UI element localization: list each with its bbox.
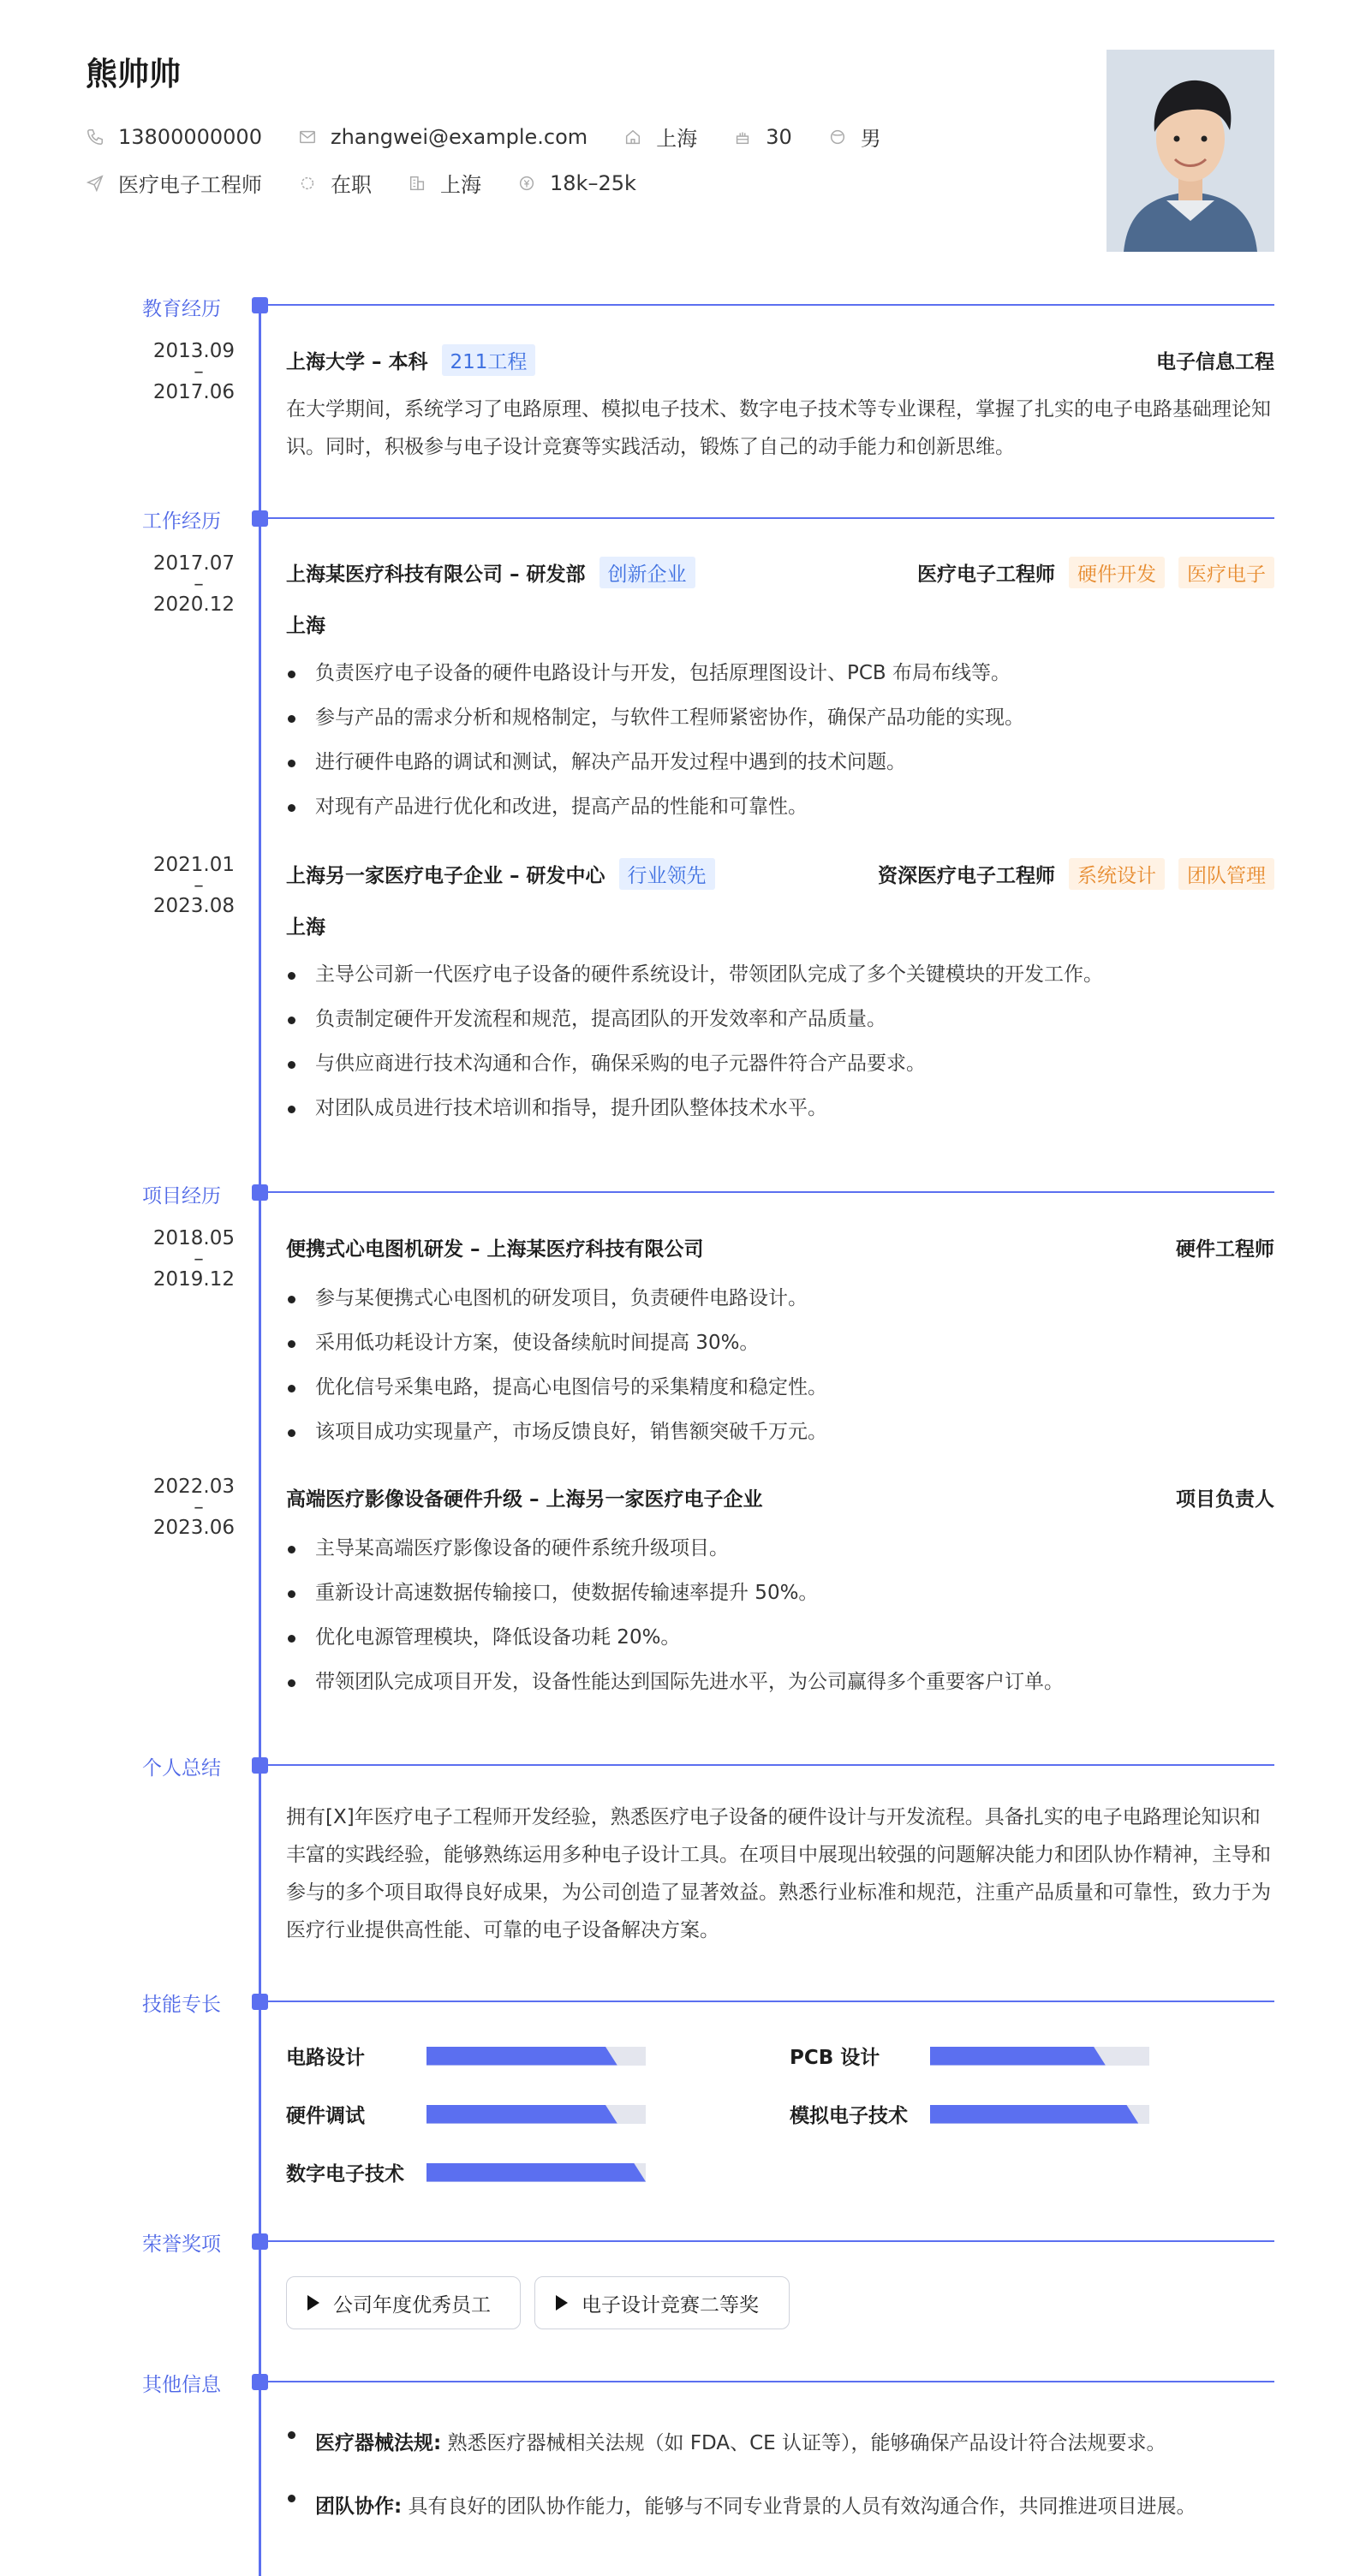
- skill-bar: [426, 2105, 646, 2124]
- location-text: 上海: [656, 127, 698, 151]
- company-group: [286, 557, 695, 588]
- phone-text: 13800000000: [118, 124, 262, 149]
- list-item: 该项目成功实现量产，市场反馈良好，销售额突破千万元。: [286, 1410, 1274, 1454]
- section-title-summary: 个人总结: [142, 1757, 221, 1780]
- section-title-awards: 荣誉奖项: [142, 2233, 221, 2256]
- summary-text: 拥有[X]年医疗电子工程师开发经验，熟悉医疗电子设备的硬件设计与开发流程。具备扎实的电子电路理论知识和丰富的实践经验，能够熟练运用多种电子设计工具。在项目中展现出较强的问题解决能力和团队协作精神，主导和参与的多个项目取得良好成果，为公司创造了显著效益。熟悉行业标准和规范，注重产品质量和可靠性，致力于为医疗行业提供高性能、可靠的电子设备解决方案。: [286, 1806, 1271, 1941]
- company-tag: 创新企业: [599, 557, 695, 588]
- skill-bar: [426, 2163, 646, 2182]
- date-start: 2017.07: [152, 552, 235, 575]
- job-row: [86, 168, 672, 198]
- major-group: [1156, 346, 1274, 374]
- list-item: [286, 2475, 1274, 2538]
- send-icon: [86, 174, 104, 193]
- section-rule-education: [260, 304, 1274, 306]
- company-tag: 行业领先: [619, 858, 715, 890]
- date-end: 2017.06: [152, 381, 235, 403]
- skill-item: [286, 2042, 646, 2070]
- project-title-group: [286, 1483, 763, 1512]
- age-item: [733, 125, 792, 149]
- skill-bar-fill: [930, 2047, 1106, 2066]
- date-start: 2022.03: [152, 1476, 235, 1498]
- school-name: 上海大学 – 本科: [286, 351, 428, 373]
- gender-icon: [828, 128, 847, 146]
- section-rule-skills: [260, 2001, 1274, 2002]
- list-item: 优化信号采集电路，提高心电图信号的采集精度和稳定性。: [286, 1365, 1274, 1410]
- company-name: 上海某医疗科技有限公司 – 研发部: [286, 564, 586, 586]
- project-bullets-1: [286, 1276, 1274, 1454]
- salary-text: 18k–25k: [550, 170, 636, 195]
- date-dash: –: [194, 1496, 204, 1518]
- skill-name: 模拟电子技术: [790, 2105, 908, 2127]
- work-date-2: [128, 855, 235, 916]
- education-header: [286, 344, 1274, 376]
- list-item: 负责制定硬件开发流程和规范，提高团队的开发效率和产品质量。: [286, 997, 1274, 1041]
- play-icon: [307, 2295, 319, 2311]
- project-date-1: [128, 1228, 235, 1290]
- section-rule-projects: [260, 1191, 1274, 1193]
- status-icon: [298, 174, 317, 193]
- location-item: [623, 122, 697, 152]
- role-tag: 团队管理: [1178, 858, 1274, 890]
- list-item: 负责医疗电子设备的硬件电路设计与开发，包括原理图设计、PCB 布局布线等。: [286, 651, 1274, 695]
- date-start: 2013.09: [152, 340, 235, 362]
- section-rule-summary: [260, 1764, 1274, 1766]
- email-text: zhangwei@example.com: [330, 124, 588, 149]
- list-item: 主导某高端医疗影像设备的硬件系统升级项目。: [286, 1526, 1274, 1571]
- candidate-name: 熊帅帅: [86, 56, 181, 92]
- mail-icon: [298, 128, 317, 146]
- list-item: 参与产品的需求分析和规格制定，与软件工程师紧密协作，确保产品功能的实现。: [286, 695, 1274, 740]
- project-bullets-2: [286, 1526, 1274, 1704]
- education-date: [128, 341, 235, 402]
- role-name: 资深医疗电子工程师: [878, 865, 1055, 887]
- job-title-item: [86, 168, 262, 198]
- list-item: 重新设计高速数据传输接口，使数据传输速率提升 50%。: [286, 1571, 1274, 1615]
- work-bullets-1: [286, 651, 1274, 829]
- role-name: 医疗电子工程师: [917, 564, 1055, 586]
- play-icon: [556, 2295, 568, 2311]
- skill-bar-fill: [930, 2105, 1138, 2124]
- list-item: 对团队成员进行技术培训和指导，提升团队整体技术水平。: [286, 1086, 1274, 1130]
- date-end: 2023.08: [152, 895, 235, 917]
- section-rule-awards: [260, 2240, 1274, 2242]
- section-title-projects: 项目经历: [142, 1185, 221, 1208]
- project-header-2: [286, 1483, 1274, 1512]
- award-chip: [286, 2276, 521, 2329]
- job-status-item: [298, 168, 372, 198]
- section-title-work: 工作经历: [142, 510, 221, 533]
- education-description: 在大学期间，系统学习了电路原理、模拟电子技术、数字电子技术等专业课程，掌握了扎实的电子电路基础理论知识。同时，积极参与电子设计竞赛等实践活动，锻炼了自己的动手能力和创新思维。: [286, 398, 1271, 458]
- job-status-text: 在职: [331, 173, 372, 197]
- role-tag: 医疗电子: [1178, 557, 1274, 588]
- other-label: 医疗器械法规:: [315, 2432, 442, 2454]
- work-city-1: 上海: [286, 615, 325, 637]
- gender-text: 男: [860, 127, 881, 151]
- other-label: 团队协作:: [315, 2496, 403, 2518]
- skill-name: 电路设计: [286, 2047, 365, 2069]
- project-role: 硬件工程师: [1176, 1238, 1274, 1261]
- date-end: 2020.12: [152, 593, 235, 616]
- other-text: 具有良好的团队协作能力，能够与不同专业背景的人员有效沟通合作，共同推进项目进展。: [402, 2496, 1196, 2518]
- cake-icon: [733, 128, 752, 146]
- list-item: 对现有产品进行优化和改进，提高产品的性能和可靠性。: [286, 784, 1274, 829]
- work-bullets-2: [286, 952, 1274, 1130]
- section-title-skills: 技能专长: [142, 1994, 221, 2016]
- school-tag: 211工程: [442, 344, 536, 376]
- date-dash: –: [194, 1248, 204, 1270]
- section-title-education: 教育经历: [142, 298, 221, 320]
- skill-bar: [426, 2047, 646, 2066]
- project-title: 便携式心电图机研发 – 上海某医疗科技有限公司: [286, 1238, 704, 1261]
- date-dash: –: [194, 573, 204, 595]
- list-item: 优化电源管理模块，降低设备功耗 20%。: [286, 1615, 1274, 1660]
- section-title-other: 其他信息: [142, 2374, 221, 2396]
- job-title-text: 医疗电子工程师: [118, 173, 262, 197]
- date-start: 2021.01: [152, 854, 235, 876]
- phone-item: [86, 125, 262, 149]
- list-item: 参与某便携式心电图机的研发项目，负责硬件电路设计。: [286, 1276, 1274, 1321]
- skill-name: 硬件调试: [286, 2105, 365, 2127]
- role-group: [917, 557, 1274, 588]
- date-end: 2019.12: [152, 1268, 235, 1291]
- section-rule-other: [260, 2381, 1274, 2382]
- skill-bar-fill: [426, 2105, 617, 2124]
- home-icon: [623, 128, 642, 146]
- list-item: 主导公司新一代医疗电子设备的硬件系统设计，带领团队完成了多个关键模块的开发工作。: [286, 952, 1274, 997]
- list-item: [286, 2412, 1274, 2475]
- skill-item: [790, 2042, 1149, 2070]
- gender-item: [828, 122, 881, 152]
- project-title-group: [286, 1233, 704, 1261]
- skill-name: PCB 设计: [790, 2047, 880, 2069]
- skill-bar-fill: [426, 2163, 646, 2182]
- skill-item: [286, 2158, 646, 2186]
- company-group: [286, 858, 715, 890]
- skill-bar: [930, 2047, 1149, 2066]
- role-tag: 系统设计: [1069, 858, 1165, 890]
- work-header-1: [286, 557, 1274, 588]
- work-city-text: 上海: [440, 173, 481, 197]
- skill-name: 数字电子技术: [286, 2163, 404, 2185]
- salary-icon: [517, 174, 536, 193]
- award-label: 公司年度优秀员工: [333, 2293, 491, 2317]
- skill-bar: [930, 2105, 1149, 2124]
- list-item: 带领团队完成项目开发，设备性能达到国际先进水平，为公司赢得多个重要客户订单。: [286, 1660, 1274, 1704]
- project-role-group: [1176, 1483, 1274, 1512]
- school-name-group: [286, 344, 535, 376]
- skill-item: [286, 2100, 646, 2128]
- contact-row: [86, 122, 917, 152]
- list-item: 与供应商进行技术沟通和合作，确保采购的电子元器件符合产品要求。: [286, 1041, 1274, 1086]
- project-title: 高端医疗影像设备硬件升级 – 上海另一家医疗电子企业: [286, 1488, 763, 1511]
- work-city-item: [408, 168, 481, 198]
- profile-photo: [1106, 50, 1274, 252]
- project-header-1: [286, 1233, 1274, 1261]
- list-item: 采用低功耗设计方案，使设备续航时间提高 30%。: [286, 1321, 1274, 1365]
- section-rule-work: [260, 517, 1274, 519]
- work-header-2: [286, 858, 1274, 890]
- date-start: 2018.05: [152, 1227, 235, 1249]
- award-label: 电子设计竞赛二等奖: [582, 2293, 759, 2317]
- project-date-2: [128, 1476, 235, 1538]
- date-dash: –: [194, 874, 204, 897]
- age-text: 30: [766, 124, 792, 149]
- date-end: 2023.06: [152, 1517, 235, 1539]
- role-tag: 硬件开发: [1069, 557, 1165, 588]
- other-info-list: [286, 2412, 1274, 2538]
- phone-icon: [86, 128, 104, 146]
- company-name: 上海另一家医疗电子企业 – 研发中心: [286, 865, 605, 887]
- work-city-2: 上海: [286, 916, 325, 939]
- major-name: 电子信息工程: [1156, 351, 1274, 373]
- project-role: 项目负责人: [1176, 1488, 1274, 1511]
- other-text: 熟悉医疗器械相关法规（如 FDA、CE 认证等），能够确保产品设计符合法规要求。: [441, 2432, 1166, 2454]
- list-item: 进行硬件电路的调试和测试，解决产品开发过程中遇到的技术问题。: [286, 740, 1274, 784]
- skill-item: [790, 2100, 1149, 2128]
- date-dash: –: [194, 361, 204, 383]
- skill-bar-fill: [426, 2047, 617, 2066]
- role-group: [878, 858, 1274, 890]
- award-chip: [534, 2276, 790, 2329]
- project-role-group: [1176, 1233, 1274, 1261]
- salary-item: [517, 171, 636, 195]
- email-item: [298, 125, 588, 149]
- work-date-1: [128, 553, 235, 615]
- building-icon: [408, 174, 426, 193]
